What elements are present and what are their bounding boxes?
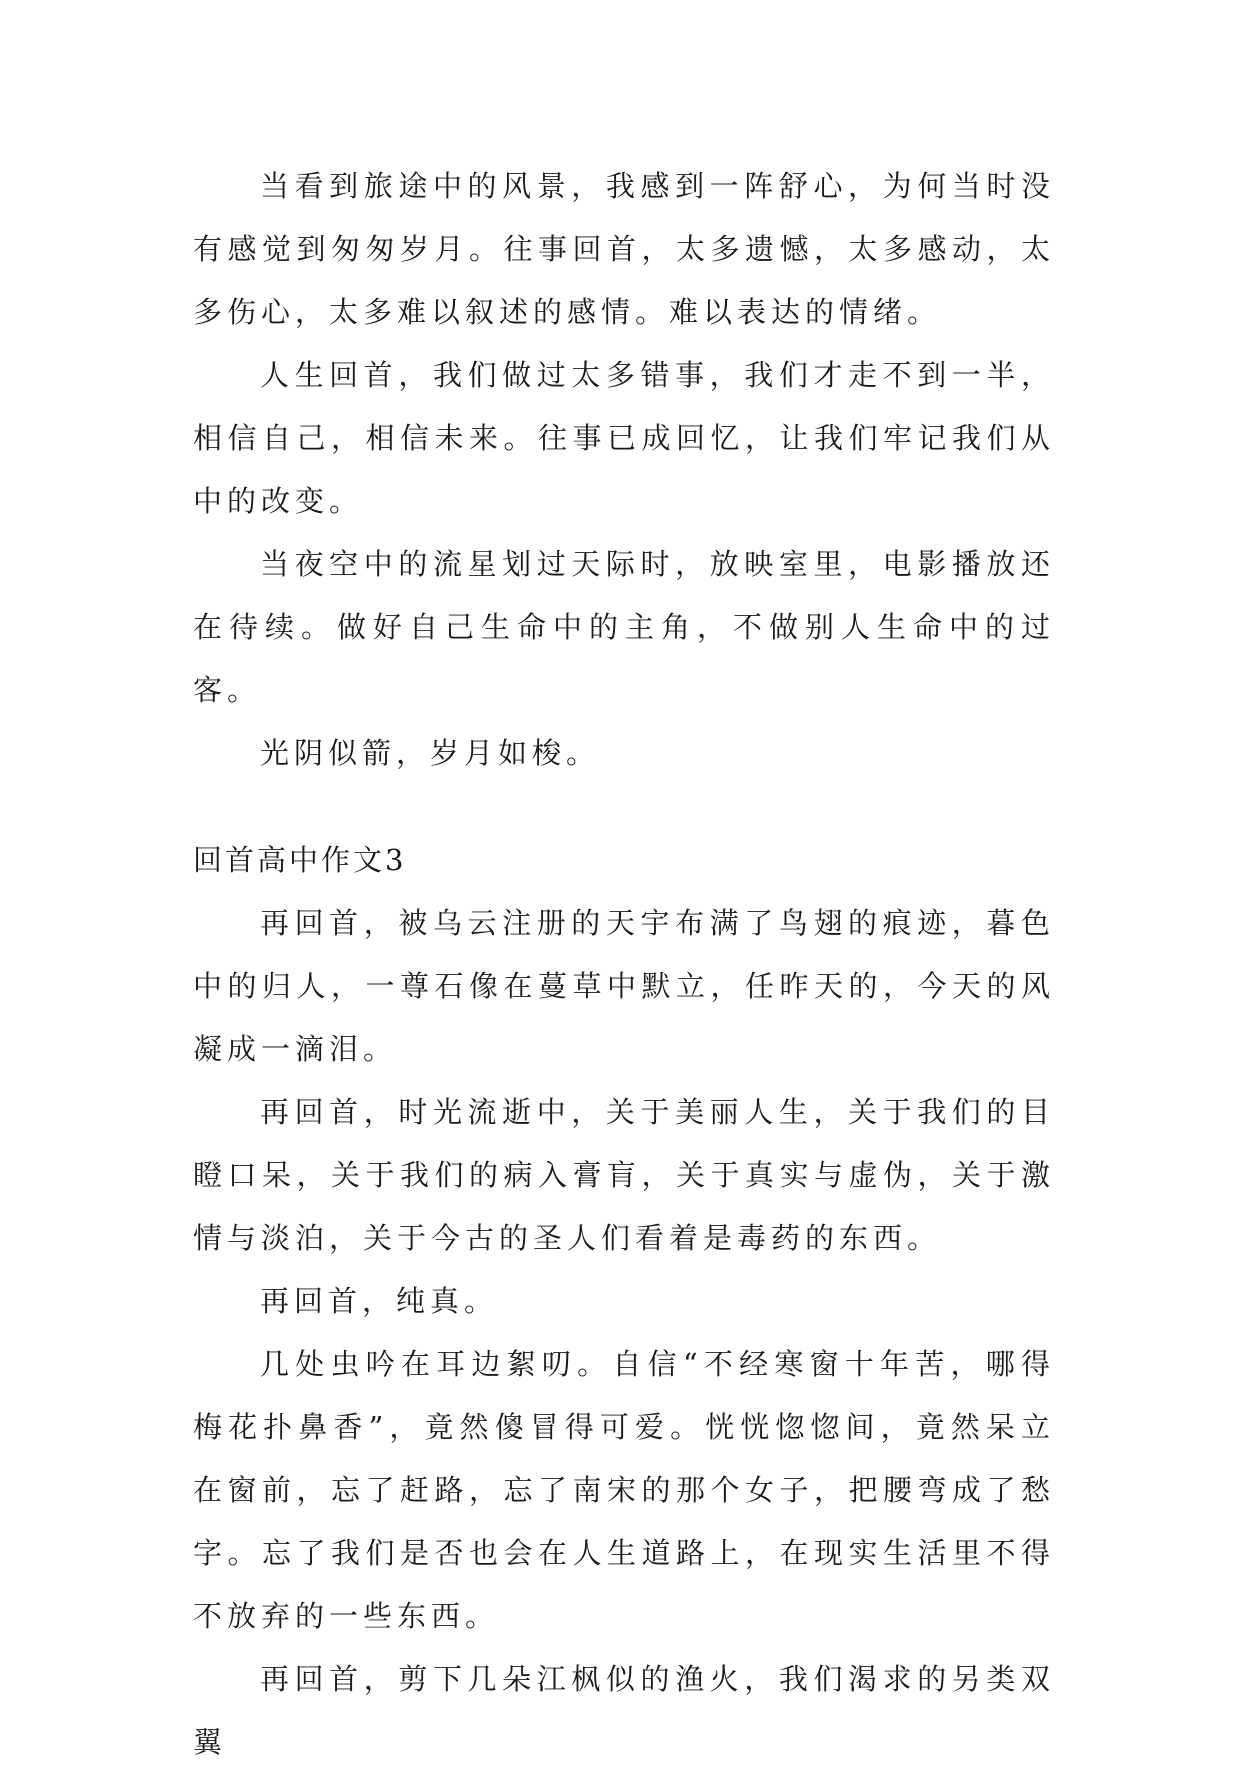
paragraph: 光阴似箭，岁月如梭。 [260, 736, 601, 770]
paragraph: 再回首，被乌云注册的天宇布满了鸟翅的痕迹，暮色中的归人，一尊石像在蔓草中默立，任昨天的，今天的风凝成一滴泪。 [193, 906, 1055, 1066]
paragraph: 当看到旅途中的风景，我感到一阵舒心，为何当时没有感觉到匆匆岁月。往事回首，太多遗憾，太多感动，太多伤心，太多难以叙述的感情。难以表达的情绪。 [193, 169, 1055, 329]
paragraph: 再回首，纯真。 [260, 1284, 499, 1318]
paragraph: 当夜空中的流星划过天际时，放映室里，电影播放还在待续。做好自己生命中的主角，不做别人生命中的过客。 [193, 547, 1055, 707]
section-title: 回首高中作文3 [193, 843, 407, 877]
document-page [193, 155, 1055, 1774]
paragraph: 人生回首，我们做过太多错事，我们才走不到一半，相信自己，相信未来。往事已成回忆，让我们牢记我们从中的改变。 [193, 358, 1055, 518]
paragraph: 再回首，时光流逝中，关于美丽人生，关于我们的目瞪口呆，关于我们的病入膏肓，关于真实与虚伪，关于激情与淡泊，关于今古的圣人们看着是毒药的东西。 [193, 1095, 1055, 1255]
paragraph: 再回首，剪下几朵江枫似的渔火，我们渴求的另类双翼 [193, 1662, 1055, 1759]
paragraph: 几处虫吟在耳边絮叨。自信“不经寒窗十年苦，哪得梅花扑鼻香”，竟然傻冒得可爱。恍恍惚惚间，竟然呆立在窗前，忘了赶路，忘了南宋的那个女子，把腰弯成了愁字。忘了我们是否也会在人生道路上，在现实生活里不得不放弃的一些东西。 [193, 1347, 1055, 1633]
